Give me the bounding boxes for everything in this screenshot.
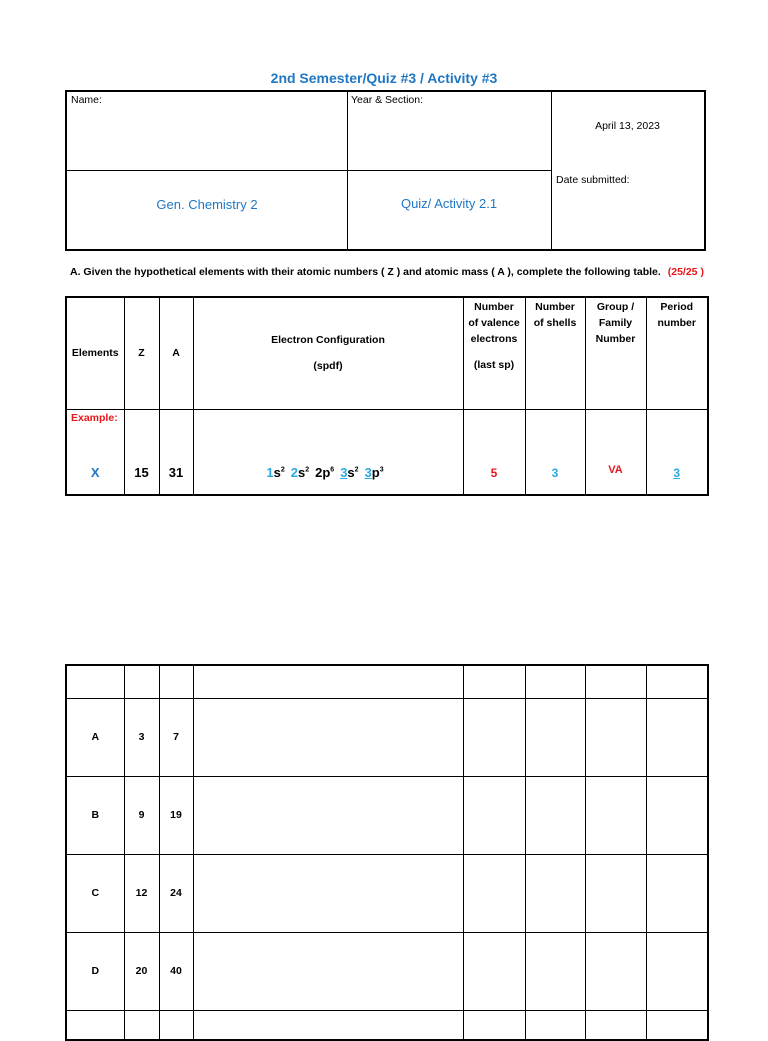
answer-table-header [65, 296, 709, 496]
cell [193, 1010, 463, 1040]
answer-period-cell[interactable] [646, 776, 708, 854]
header-line: number [657, 317, 696, 329]
answer-shells-cell[interactable] [525, 932, 585, 1010]
score-badge: (25/25 ) [667, 266, 704, 278]
cell [159, 665, 193, 698]
config-sub-label: (spdf) [313, 360, 343, 373]
row-a: 19 [159, 776, 193, 854]
answer-valence-cell[interactable] [463, 932, 525, 1010]
header-box [65, 90, 706, 251]
header-line: (last sp) [473, 359, 515, 371]
divider [67, 170, 551, 171]
answer-group-cell[interactable] [585, 698, 646, 776]
example-element-cell [66, 409, 124, 495]
answer-config-cell[interactable] [193, 776, 463, 854]
config-term: $3p^3$ [364, 465, 384, 480]
answer-group-cell[interactable] [585, 854, 646, 932]
answer-shells-cell[interactable] [525, 776, 585, 854]
cell [646, 1010, 708, 1040]
table-row [66, 932, 708, 1010]
header-period [646, 297, 708, 409]
row-z: 3 [124, 698, 159, 776]
blank-row [66, 665, 708, 698]
header-line: Group / [596, 301, 635, 313]
answer-shells-cell[interactable] [525, 698, 585, 776]
cell [66, 665, 124, 698]
row-element: C [66, 854, 124, 932]
example-period: 3 [646, 409, 708, 495]
cell [525, 665, 585, 698]
header-line: Number [474, 301, 514, 313]
answer-period-cell[interactable] [646, 698, 708, 776]
answer-valence-cell[interactable] [463, 698, 525, 776]
cell [585, 665, 646, 698]
table-row [66, 776, 708, 854]
answer-period-cell[interactable] [646, 932, 708, 1010]
instruction [70, 266, 704, 278]
activity-text: Quiz/ Activity 2.1 [400, 196, 498, 211]
row-a: 7 [159, 698, 193, 776]
config-term: $3s^2$ [340, 465, 359, 480]
config-term: $1s^2$ [266, 465, 285, 480]
answer-valence-cell[interactable] [463, 776, 525, 854]
date-text: April 13, 2023 [595, 120, 660, 132]
row-element: D [66, 932, 124, 1010]
cell [159, 1010, 193, 1040]
answer-valence-cell[interactable] [463, 854, 525, 932]
row-element: A [66, 698, 124, 776]
config-label: Electron Configuration [271, 334, 385, 347]
answer-period-cell[interactable] [646, 854, 708, 932]
example-label: Example: [71, 411, 118, 424]
header-z: Z [124, 297, 159, 409]
row-z: 12 [124, 854, 159, 932]
row-a: 24 [159, 854, 193, 932]
header-valence [463, 297, 525, 409]
example-element: X [90, 465, 100, 480]
config-term: $2s^2$ [290, 465, 310, 480]
cell [525, 1010, 585, 1040]
cell [646, 665, 708, 698]
cell [124, 1010, 159, 1040]
cell [463, 1010, 525, 1040]
answer-table [65, 664, 709, 1041]
header-line: of valence [468, 317, 520, 329]
row-element: B [66, 776, 124, 854]
example-valence: 5 [463, 409, 525, 495]
header-shells [525, 297, 585, 409]
page-title: 2nd Semester/Quiz #3 / Activity #3 [270, 70, 498, 86]
cell [193, 665, 463, 698]
answer-shells-cell[interactable] [525, 854, 585, 932]
year-section-field[interactable]: Year & Section: [351, 94, 423, 106]
config-term: $2p^6$ [315, 465, 335, 480]
header-line: Family [598, 317, 633, 329]
example-a: 31 [159, 409, 193, 495]
answer-group-cell[interactable] [585, 776, 646, 854]
answer-group-cell[interactable] [585, 932, 646, 1010]
table-row [66, 1010, 708, 1040]
example-row [66, 409, 708, 495]
header-line: Number [595, 333, 636, 345]
answer-config-cell[interactable] [193, 698, 463, 776]
date-submitted-field[interactable]: Date submitted: [556, 174, 630, 186]
header-group [585, 297, 646, 409]
answer-config-cell[interactable] [193, 854, 463, 932]
example-config [193, 409, 463, 495]
cell [124, 665, 159, 698]
instruction-text: A. Given the hypothetical elements with their atomic numbers ( Z ) and atomic mass ( A ), complete the following table. [70, 266, 661, 278]
table-row [66, 698, 708, 776]
example-group: VA [585, 409, 646, 495]
header-line: Period [660, 301, 694, 313]
electron-configuration [266, 465, 389, 480]
header-config [193, 297, 463, 409]
example-z: 15 [124, 409, 159, 495]
header-line: of shells [533, 317, 577, 329]
cell [585, 1010, 646, 1040]
header-a: A [159, 297, 193, 409]
header-line: electrons [470, 333, 518, 345]
row-a: 40 [159, 932, 193, 1010]
cell [66, 1010, 124, 1040]
table-row [66, 854, 708, 932]
header-line: Number [535, 301, 575, 313]
answer-config-cell[interactable] [193, 932, 463, 1010]
name-field[interactable]: Name: [71, 94, 102, 106]
example-shells: 3 [525, 409, 585, 495]
row-z: 9 [124, 776, 159, 854]
subject-text: Gen. Chemistry 2 [156, 197, 258, 212]
header-elements: Elements [66, 297, 124, 409]
row-z: 20 [124, 932, 159, 1010]
cell [463, 665, 525, 698]
